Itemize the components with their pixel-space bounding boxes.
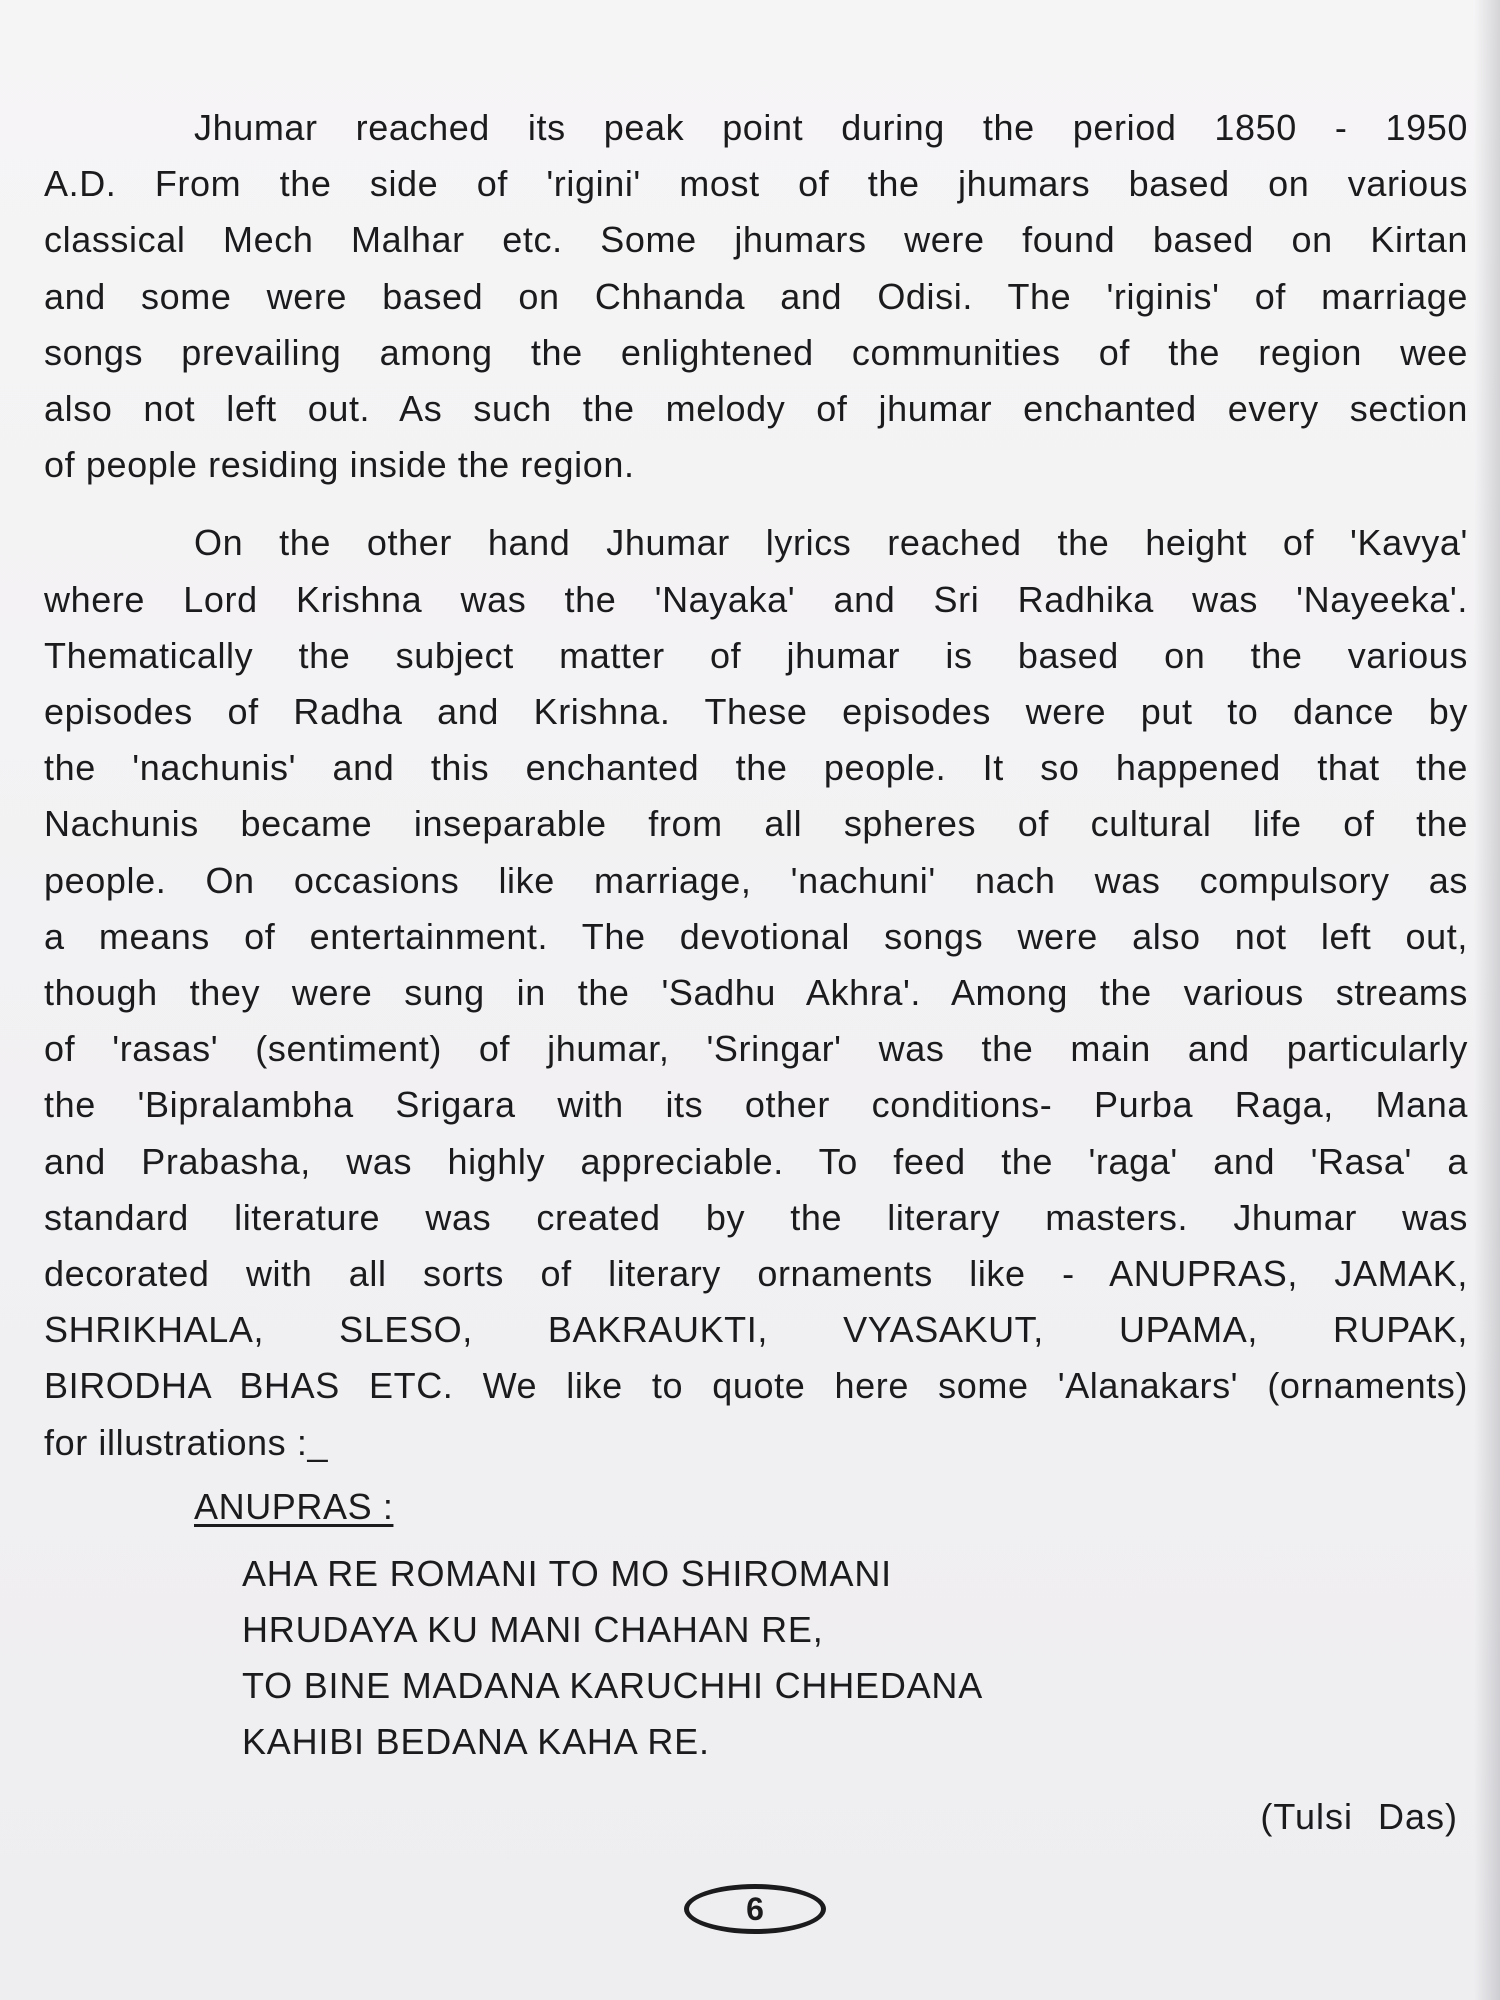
text-line: SHRIKHALA, SLESO, BAKRAUKTI, VYASAKUT, UPAMA, RUPAK, xyxy=(44,1309,1468,1351)
page-number xyxy=(684,1884,826,1934)
text-line: also not left out. As such the melody of jhumar enchanted every section xyxy=(44,388,1468,430)
text-line: A.D. From the side of 'rigini' most of the jhumars based on various xyxy=(44,163,1468,205)
text-line: Jhumar reached its peak point during the period 1850 - 1950 xyxy=(194,107,1468,148)
body-text xyxy=(44,100,1468,1471)
text-line: people. On occasions like marriage, 'nachuni' nach was compulsory as xyxy=(44,859,1468,901)
verse-block xyxy=(242,1546,983,1770)
page-number-text: 6 xyxy=(746,1890,764,1927)
text-line: songs prevailing among the enlightened communities of the region wee xyxy=(44,331,1468,373)
text-line: though they were sung in the 'Sadhu Akhra'. Among the various streams xyxy=(44,972,1468,1014)
text-line: and Prabasha, was highly appreciable. To feed the 'raga' and 'Rasa' a xyxy=(44,1140,1468,1182)
text-line: the 'nachunis' and this enchanted the people. It so happened that the xyxy=(44,747,1468,789)
text-line: a means of entertainment. The devotional songs were also not left out, xyxy=(44,915,1468,957)
text-line: the 'Bipralambha Srigara with its other conditions- Purba Raga, Mana xyxy=(44,1084,1468,1126)
text-line: where Lord Krishna was the 'Nayaka' and Sri Radhika was 'Nayeeka'. xyxy=(44,578,1468,620)
text-line: On the other hand Jhumar lyrics reached the height of 'Kavya' xyxy=(194,522,1468,564)
text-line: standard literature was created by the literary masters. Jhumar was xyxy=(44,1196,1468,1238)
text-line: BIRODHA BHAS ETC. We like to quote here some 'Alanakars' (ornaments) xyxy=(44,1365,1468,1407)
verse-attribution: (Tulsi Das) xyxy=(1260,1796,1458,1837)
text-line: Nachunis became inseparable from all spheres of cultural life of the xyxy=(44,803,1468,845)
text-line: decorated with all sorts of literary ornaments like - ANUPRAS, JAMAK, xyxy=(44,1253,1468,1295)
text-line: of 'rasas' (sentiment) of jhumar, 'Sringar' was the main and particularly xyxy=(44,1028,1468,1070)
verse-line: HRUDAYA KU MANI CHAHAN RE, xyxy=(242,1609,824,1650)
text-line: of people residing inside the region. xyxy=(44,444,635,486)
page-edge-shadow xyxy=(1474,0,1500,2000)
text-line: and some were based on Chhanda and Odisi. The 'riginis' of marriage xyxy=(44,275,1468,317)
verse-line: TO BINE MADANA KARUCHHI CHHEDANA xyxy=(242,1665,984,1706)
paragraph-2 xyxy=(44,515,1468,1470)
text-line: episodes of Radha and Krishna. These episodes were put to dance by xyxy=(44,691,1468,733)
paragraph-1 xyxy=(44,100,1468,493)
verse-line: KAHIBI BEDANA KAHA RE. xyxy=(242,1721,710,1762)
section-heading: ANUPRAS : xyxy=(194,1486,394,1527)
text-line: classical Mech Malhar etc. Some jhumars were found based on Kirtan xyxy=(44,219,1468,261)
text-line: for illustrations :_ xyxy=(44,1421,329,1463)
verse-line: AHA RE ROMANI TO MO SHIROMANI xyxy=(242,1553,892,1594)
text-line: Thematically the subject matter of jhumar is based on the various xyxy=(44,634,1468,676)
